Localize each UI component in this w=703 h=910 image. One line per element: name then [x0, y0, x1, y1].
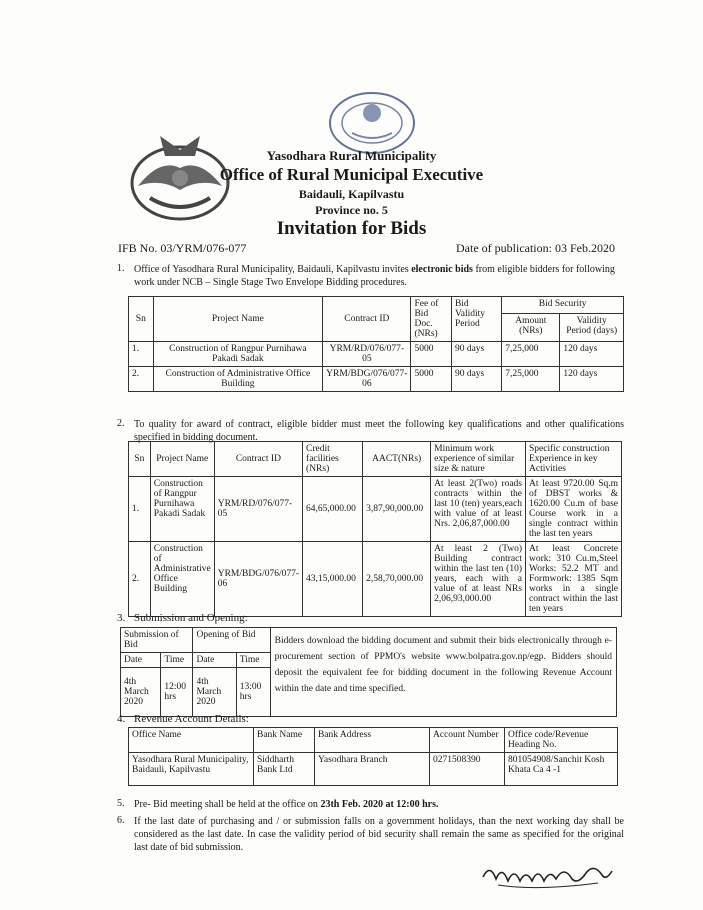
col-date: Date — [121, 653, 161, 668]
cell-sn: 1. — [129, 477, 151, 542]
municipality-name: Yasodhara Rural Municipality — [266, 148, 437, 163]
col-validity: Bid Validity Period — [451, 297, 501, 342]
cell-account: 0271508390 — [430, 753, 505, 786]
col-time: Time — [236, 653, 270, 668]
col-project: Project Name — [150, 442, 214, 477]
cell-contract: YRM/RD/076/077-05 — [323, 342, 411, 367]
cell-specific: At least Concrete work: 310 Cu.m,Steel Works: 52.2 MT and Formwork: 1385 Sqm works in a single contract within the last ten years — [526, 542, 622, 617]
cell-code: 801054908/Sanchit Kosh Khata Ca 4 -1 — [505, 753, 618, 786]
cell-amount: 7,25,000 — [502, 342, 560, 367]
col-office: Office Name — [129, 728, 254, 753]
table-row — [129, 542, 622, 617]
cell-project: Construction of Administrative Office Building — [150, 542, 214, 617]
cell-sn: 2. — [129, 367, 154, 392]
cell-fee: 5000 — [411, 342, 451, 367]
section6-text: If the last date of purchasing and / or submission falls on a government holidays, than the next working day shall be considered as the last date. In case the validity period of bid security shall remain the same as specified for the original last date of bid submission. — [134, 816, 624, 853]
cell-project: Construction of Rangpur Purnihawa Pakadi Sadak — [153, 342, 323, 367]
prebid-date: 23th Feb. 2020 at 12:00 hrs. — [320, 799, 439, 810]
section2-text: To quality for award of contract, eligible bidder must meet the following key qualifications and other qualifications specified in bidding document. — [134, 419, 624, 443]
col-specific: Specific construction Experience in key Activities — [526, 442, 622, 477]
section-number: 5. — [117, 798, 125, 809]
col-credit: Credit facilities (NRs) — [303, 442, 363, 477]
cell-credit: 43,15,000.00 — [303, 542, 363, 617]
section3-title: Submission and Opening: — [134, 612, 248, 624]
municipality-stamp-icon — [322, 85, 422, 157]
cell-validity: 90 days — [451, 367, 501, 392]
col-contract: Contract ID — [323, 297, 411, 342]
col-sec-validity: Validity Period (days) — [560, 313, 624, 341]
cell-contract: YRM/RD/076/077-05 — [214, 477, 302, 542]
section-number: 6. — [117, 815, 125, 826]
cell-fee: 5000 — [411, 367, 451, 392]
submission-label: Submission of Bid — [121, 628, 193, 653]
table-row — [129, 753, 618, 786]
qualification-table — [128, 441, 622, 617]
ifb-number: IFB No. 03/YRM/076-077 — [118, 241, 247, 255]
cell-sec-validity: 120 days — [560, 342, 624, 367]
intro-text-end: from eligible bidders for following work under NCB – Single Stage Two Envelope Bidding procedures. — [134, 264, 615, 288]
col-project: Project Name — [153, 297, 323, 342]
section-number: 1. — [117, 263, 125, 274]
table-row — [129, 367, 624, 392]
cell-submission-time: 12:00 hrs — [161, 668, 193, 717]
office-name: Office of Rural Municipal Executive — [219, 165, 484, 184]
section-number: 4. — [117, 713, 126, 725]
col-time: Time — [161, 653, 193, 668]
section4-title: Revenue Account Details: — [134, 713, 249, 725]
col-bank: Bank Name — [254, 728, 315, 753]
opening-label: Opening of Bid — [193, 628, 270, 653]
section-number: 2. — [117, 418, 125, 429]
cell-sec-validity: 120 days — [560, 367, 624, 392]
cell-validity: 90 days — [451, 342, 501, 367]
col-security: Bid Security — [502, 297, 624, 314]
table-row — [129, 477, 622, 542]
cell-project: Construction of Administrative Office Building — [153, 367, 323, 392]
cell-aact: 3,87,90,000.00 — [363, 477, 431, 542]
intro-text: Office of Yasodhara Rural Municipality, Baidauli, Kapilvastu invites — [134, 264, 412, 275]
cell-project: Construction of Rangpur Purnihawa Pakadi Sadak — [150, 477, 214, 542]
section1-text — [134, 263, 624, 289]
section-number: 3. — [117, 612, 126, 624]
cell-sn: 2. — [129, 542, 151, 617]
cell-aact: 2,58,70,000.00 — [363, 542, 431, 617]
col-fee: Fee of Bid Doc. (NRs) — [411, 297, 451, 342]
cell-address: Yasodhara Branch — [315, 753, 430, 786]
col-experience: Minimum work experience of similar size & nature — [431, 442, 526, 477]
cell-contract: YRM/BDG/076/077-06 — [214, 542, 302, 617]
bid-table — [128, 296, 624, 392]
cell-experience: At least 2 (Two) Building contract within the last ten (10) years, each with a value of at least NRs 2,06,93,000.00 — [431, 542, 526, 617]
revenue-table — [128, 727, 618, 786]
cell-office: Yasodhara Rural Municipality, Baidauli, Kapilvastu — [129, 753, 254, 786]
electronic-bids: electronic bids — [411, 264, 473, 275]
page-title: Invitation for Bids — [276, 218, 427, 239]
office-address: Baidauli, Kapilvastu — [298, 187, 405, 201]
col-contract: Contract ID — [214, 442, 302, 477]
prebid-text: Pre- Bid meeting shall be held at the office on — [134, 799, 321, 810]
section5-text — [134, 798, 624, 811]
table-row — [129, 342, 624, 367]
signature-icon — [478, 855, 618, 895]
col-address: Bank Address — [315, 728, 430, 753]
cell-submission-date: 4th March 2020 — [121, 668, 161, 717]
publication-date: Date of publication: 03 Feb.2020 — [456, 241, 615, 255]
submission-note: Bidders download the bidding document and submit their bids electronically through e-procurement section of PPMO's website www.bolpatra.gov.np/egp. Bidders should deposit the equivalent fee for bidding document in the following Revenue Account within the date and time specified. — [270, 628, 616, 717]
cell-opening-date: 4th March 2020 — [193, 668, 236, 717]
col-sn: Sn — [129, 442, 151, 477]
col-code: Office code/Revenue Heading No. — [505, 728, 618, 753]
cell-opening-time: 13:00 hrs — [236, 668, 270, 717]
col-account: Account Number — [430, 728, 505, 753]
cell-experience: At least 2(Two) roads contracts within the last 10 (ten) years,each with value of at least Nrs. 2,06,87,000.00 — [431, 477, 526, 542]
cell-amount: 7,25,000 — [502, 367, 560, 392]
cell-contract: YRM/BDG/076/077-06 — [323, 367, 411, 392]
cell-bank: Siddharth Bank Ltd — [254, 753, 315, 786]
submission-table — [120, 627, 617, 717]
col-sn: Sn — [129, 297, 154, 342]
col-amount: Amount (NRs) — [502, 313, 560, 341]
cell-specific: At least 9720.00 Sq.m of DBST works & 1620.00 Cu.m of base Course work in a single contract within the last ten years — [526, 477, 622, 542]
province: Province no. 5 — [315, 203, 388, 217]
cell-sn: 1. — [129, 342, 154, 367]
col-aact: AACT(NRs) — [363, 442, 431, 477]
col-date: Date — [193, 653, 236, 668]
cell-credit: 64,65,000.00 — [303, 477, 363, 542]
